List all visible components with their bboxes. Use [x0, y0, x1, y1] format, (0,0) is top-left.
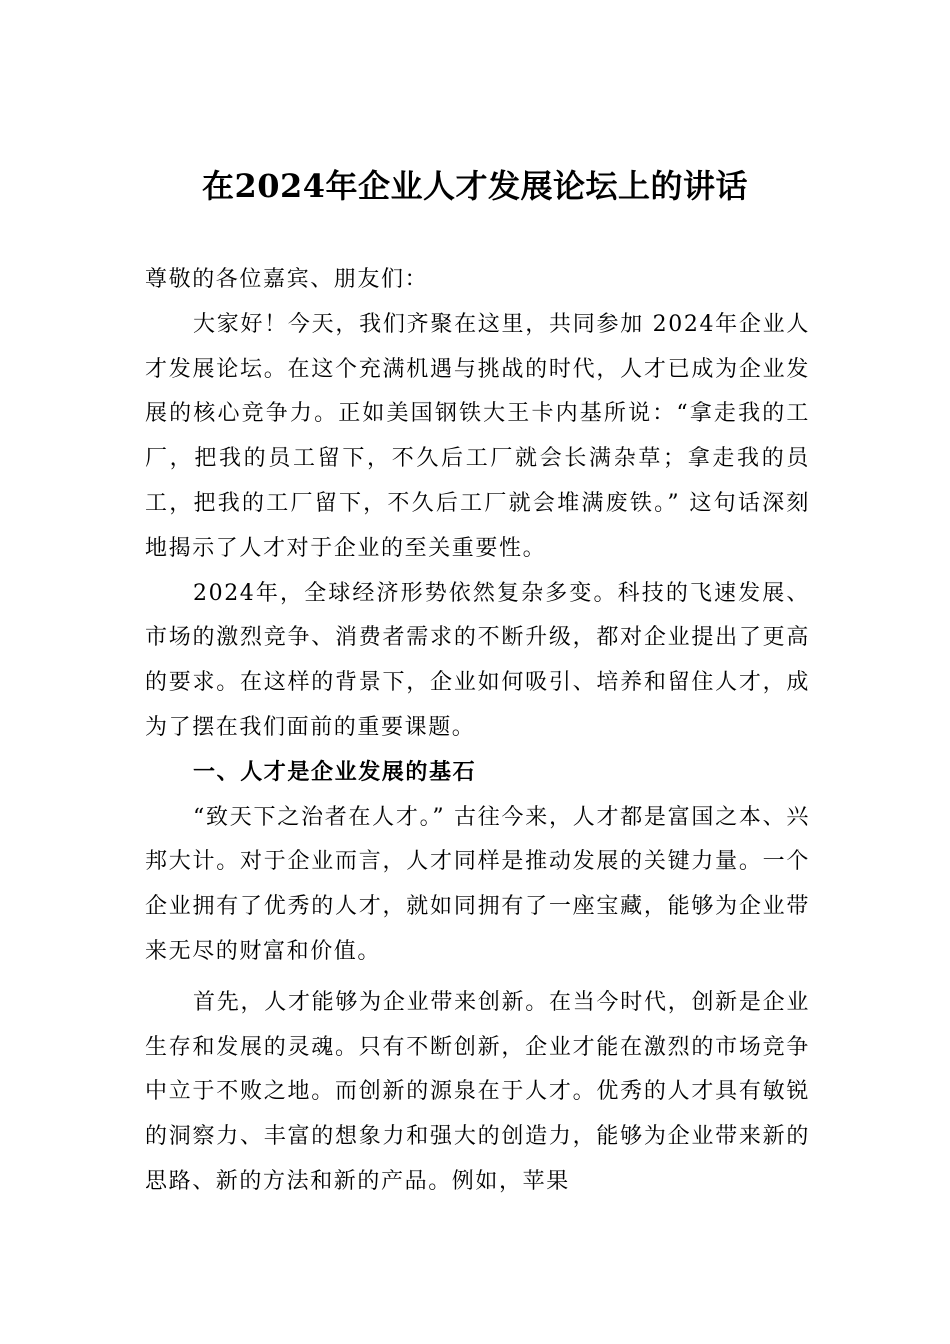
- paragraph-context: 2024年，全球经济形势依然复杂多变。科技的飞速发展、市场的激烈竞争、消费者需求的不断升级，都对企业提出了更高的要求。在这样的背景下，企业如何吸引、培养和留住人才，成为了摆在我们面前的重要课题。: [145, 580, 810, 740]
- document-body: [145, 258, 810, 1205]
- paragraph-intro: 大家好！今天，我们齐聚在这里，共同参加 2024年企业人才发展论坛。在这个充满机遇与挑战的时代，人才已成为企业发展的核心竞争力。正如美国钢铁大王卡内基所说：“拿走我的工厂，把我的员工留下，不久后工厂就会长满杂草；拿走我的员工，把我的工厂留下，不久后工厂就会堆满废铁。” 这句话深刻地揭示了人才对于企业的至关重要性。: [145, 311, 810, 561]
- salutation: 尊敬的各位嘉宾、朋友们：: [145, 267, 429, 292]
- section-heading: 一、人才是企业发展的基石: [193, 759, 477, 785]
- document-title: 在2024年企业人才发展论坛上的讲话: [201, 167, 749, 205]
- paragraph-innovation: 首先，人才能够为企业带来创新。在当今时代，创新是企业生存和发展的灵魂。只有不断创新，企业才能在激烈的市场竞争中立于不败之地。而创新的源泉在于人才。优秀的人才具有敏锐的洞察力、丰富的想象力和强大的创造力，能够为企业带来新的思路、新的方法和新的产品。例如，苹果: [145, 989, 810, 1194]
- paragraph-talent-foundation: “致天下之治者在人才。” 古往今来，人才都是富国之本、兴邦大计。对于企业而言，人才同样是推动发展的关键力量。一个企业拥有了优秀的人才，就如同拥有了一座宝藏，能够为企业带来无尽的财富和价值。: [145, 804, 810, 964]
